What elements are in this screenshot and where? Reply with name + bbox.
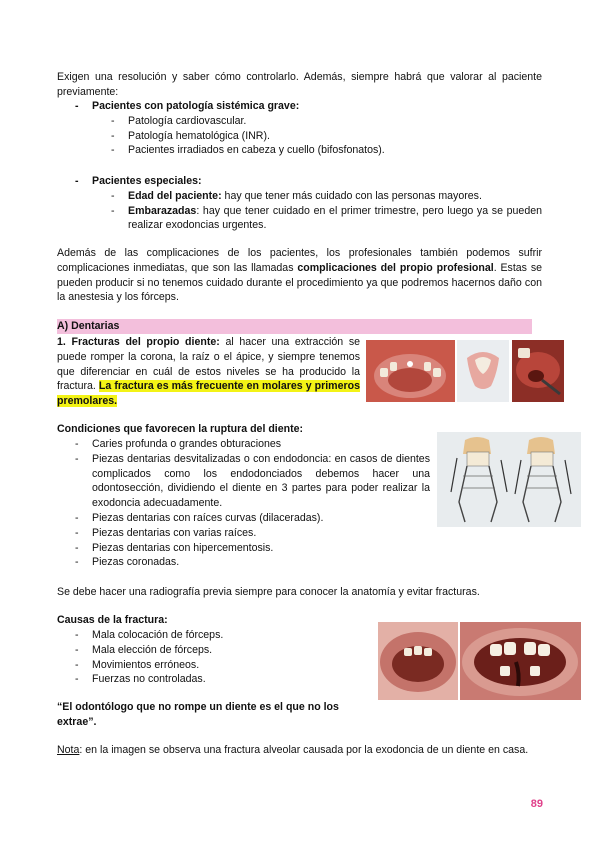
patients-systemic-group: - Pacientes con patología sistémica grave: - Patología cardiovascular. - Patología hematológica (INR). - Pacientes irradiados en cabeza y cuello (bifosfonatos). xyxy=(57,99,542,158)
maxilla-photo xyxy=(366,340,455,402)
mouth-photo-right xyxy=(460,622,581,700)
list-item: - Patología hematológica (INR). xyxy=(57,129,542,144)
quote: “El odontólogo que no rompe un diente es el que no los extrae”. xyxy=(57,701,339,728)
list-item: - Pacientes irradiados en cabeza y cuello (bifosfonatos). xyxy=(57,143,542,158)
list-item: - Piezas dentarias con hipercementosis. xyxy=(57,541,430,556)
group-title: - Pacientes especiales: xyxy=(57,174,542,189)
list-item: - Edad del paciente: hay que tener más cuidado con las personas mayores. xyxy=(57,189,542,204)
list-item: - Patología cardiovascular. xyxy=(57,114,542,129)
forceps-illustration xyxy=(437,432,581,527)
conditions-title: Condiciones que favorecen la ruptura del diente: xyxy=(57,423,304,435)
professional-complications-paragraph: Además de las complicaciones de los pacientes, los profesionales también podemos sufrir complicaciones inmediatas, que son las llamadas complicaciones del propio profesional. Estas se pueden producir si no tenemos cuidado durante el procedimiento ya que podremos hacernos daño con la anestesia y los fórceps. xyxy=(57,247,543,304)
list-item: - Piezas dentarias con raíces curvas (dilaceradas). xyxy=(57,511,430,526)
list-item: - Embarazadas: hay que tener cuidado en el primer trimestre, pero luego ya se pueden realizar exodoncias urgentes. xyxy=(57,204,542,234)
surgical-site-photo xyxy=(512,340,564,402)
list-item: - Mala elección de fórceps. xyxy=(57,643,357,658)
page-number: 89 xyxy=(530,798,543,810)
intro-paragraph: Exigen una resolución y saber cómo controlarlo. Además, siempre habrá que valorar al paciente previamente: xyxy=(57,71,542,98)
conditions-list xyxy=(57,437,430,570)
causes-title: Causas de la fractura: xyxy=(57,614,168,626)
list-item: - Piezas dentarias con varias raíces. xyxy=(57,526,430,541)
extracted-tooth-photo xyxy=(457,340,509,402)
radiograph-paragraph: Se debe hacer una radiografía previa siempre para conocer la anatomía y evitar fracturas. xyxy=(57,586,480,598)
list-item: - Piezas dentarias desvitalizadas o con endodoncia: en casos de dientes complicados como los endodonciados debemos hacer una odontosección, dividiendo el diente en 3 partes para poder realizar la exodoncia adecuadamente. xyxy=(57,452,430,511)
note-paragraph: Nota: en la imagen se observa una fractura alveolar causada por la exodoncia de un diente en casa. xyxy=(57,744,529,756)
section-heading-dentarias: A) Dentarias xyxy=(57,319,532,334)
group-title: Pacientes con patología sistémica grave xyxy=(92,100,296,112)
list-item: - Caries profunda o grandes obturaciones xyxy=(57,437,430,452)
list-item: - Fuerzas no controladas. xyxy=(57,672,357,687)
list-item: - Piezas coronadas. xyxy=(57,555,430,570)
list-item: - Movimientos erróneos. xyxy=(57,658,357,673)
list-item: - Mala colocación de fórceps. xyxy=(57,628,357,643)
fracture-paragraph: 1. Fracturas del propio diente: al hacer una extracción se puede romper la corona, la raíz o el ápice, y siempre tenemos que diferenciar en cuál de estos niveles se ha producido la fractura. La fractura es más frecuente en molares y primeros premolares. xyxy=(57,336,361,408)
special-patients-group xyxy=(57,174,542,233)
causes-list xyxy=(57,628,357,687)
mouth-photo-left xyxy=(378,622,458,700)
